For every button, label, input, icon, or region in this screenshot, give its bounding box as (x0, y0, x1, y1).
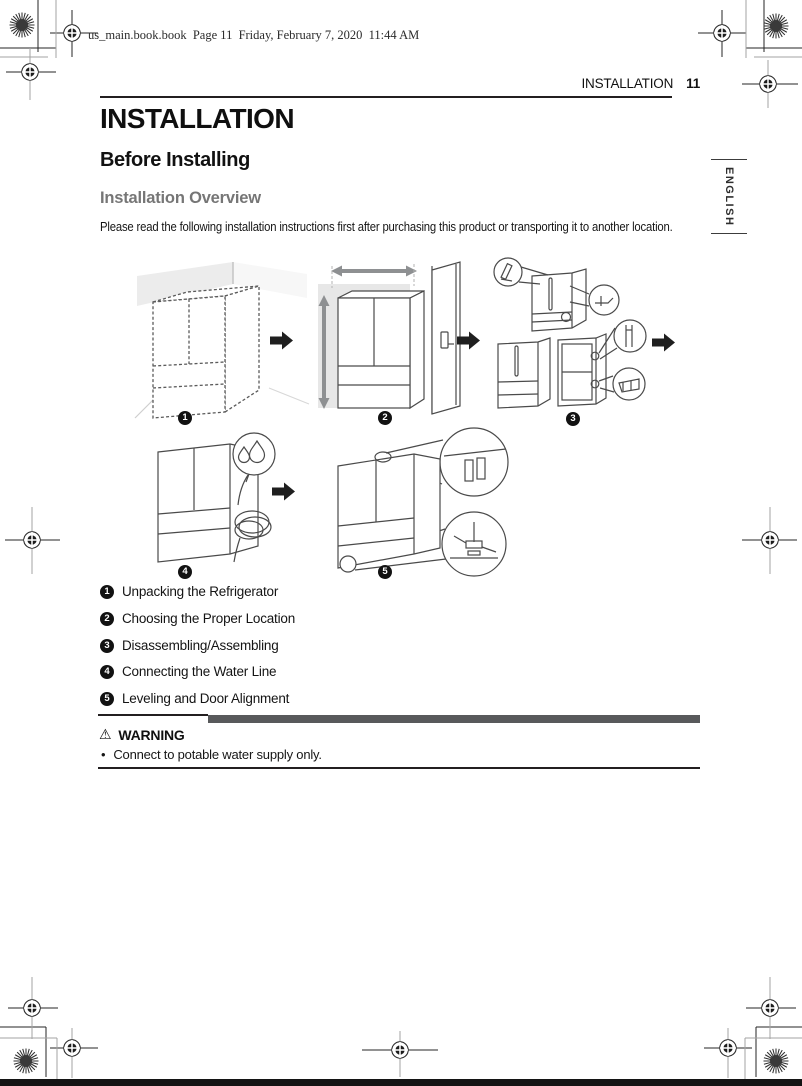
figure-step-marker (378, 407, 392, 425)
figure-leveling-door-alignment (328, 426, 513, 584)
step-badge: 2 (100, 612, 114, 626)
step-label: Connecting the Water Line (122, 664, 277, 679)
figure-disassembling-assembling (492, 256, 652, 426)
next-step-arrow-icon (457, 331, 481, 350)
warning-icon: ⚠ (99, 727, 112, 743)
warning-list-item (101, 747, 322, 762)
step-list-item (100, 611, 295, 626)
section-title: Before Installing (100, 149, 250, 171)
warning-title-text: WARNING (118, 727, 185, 743)
top-refrigerator (532, 269, 586, 331)
step-badge: 5 (378, 565, 392, 579)
warning-top-thin-rule (98, 714, 208, 716)
bottom-open-cabinet (558, 334, 606, 406)
bullet-glyph: • (101, 747, 106, 762)
step-list-item (100, 638, 279, 653)
refrigerator (338, 291, 424, 408)
warning-item-text: Connect to potable water supply only. (113, 747, 322, 762)
refrigerator-dashed-outline (153, 286, 259, 418)
next-step-arrow-icon (272, 482, 296, 501)
step-badge: 2 (378, 411, 392, 425)
step-badge: 4 (178, 565, 192, 579)
figure-choosing-location (312, 258, 462, 423)
page-number: 11 (686, 76, 700, 91)
warning-heading (99, 727, 185, 743)
subsection-heading: Installation Overview (100, 189, 261, 207)
step-list-item (100, 691, 289, 706)
next-step-arrow-icon (652, 333, 676, 352)
figure-connecting-water-line (148, 430, 320, 572)
figure-step-marker (178, 407, 192, 425)
next-step-arrow-icon (270, 331, 294, 350)
step-label: Disassembling/Assembling (122, 638, 279, 653)
step-badge: 5 (100, 692, 114, 706)
step-label: Unpacking the Refrigerator (122, 584, 279, 599)
print-job-header: us_main.book.book Page 11 Friday, February 7, 2020 11:44 AM (88, 28, 420, 42)
step-badge: 3 (100, 639, 114, 653)
language-side-tab (711, 159, 747, 234)
step-label: Leveling and Door Alignment (122, 691, 290, 706)
bottom-left-refrigerator (498, 338, 550, 408)
running-header (582, 76, 701, 91)
step-list-item (100, 664, 276, 679)
figure-step-marker (566, 408, 580, 426)
page-bottom-bar (0, 1079, 802, 1086)
intro-paragraph: Please read the following installation instructions first after purchasing this product or transporting it to another location. (100, 219, 673, 234)
doorway (432, 262, 460, 414)
step-badge: 3 (566, 412, 580, 426)
header-rule (100, 96, 672, 98)
step-list-item (100, 584, 278, 599)
step-badge: 4 (100, 665, 114, 679)
figure-step-marker (178, 561, 192, 579)
step-badge: 1 (100, 585, 114, 599)
warning-bottom-rule (98, 767, 700, 769)
figure-step-marker (378, 561, 392, 579)
warning-top-bar (208, 715, 700, 723)
page-title: INSTALLATION (100, 103, 294, 134)
language-side-tab-label: ENGLISH (723, 166, 735, 227)
running-header-section: INSTALLATION (581, 76, 674, 91)
step-label: Choosing the Proper Location (122, 611, 296, 626)
refrigerator (338, 452, 440, 572)
step-badge: 1 (178, 411, 192, 425)
